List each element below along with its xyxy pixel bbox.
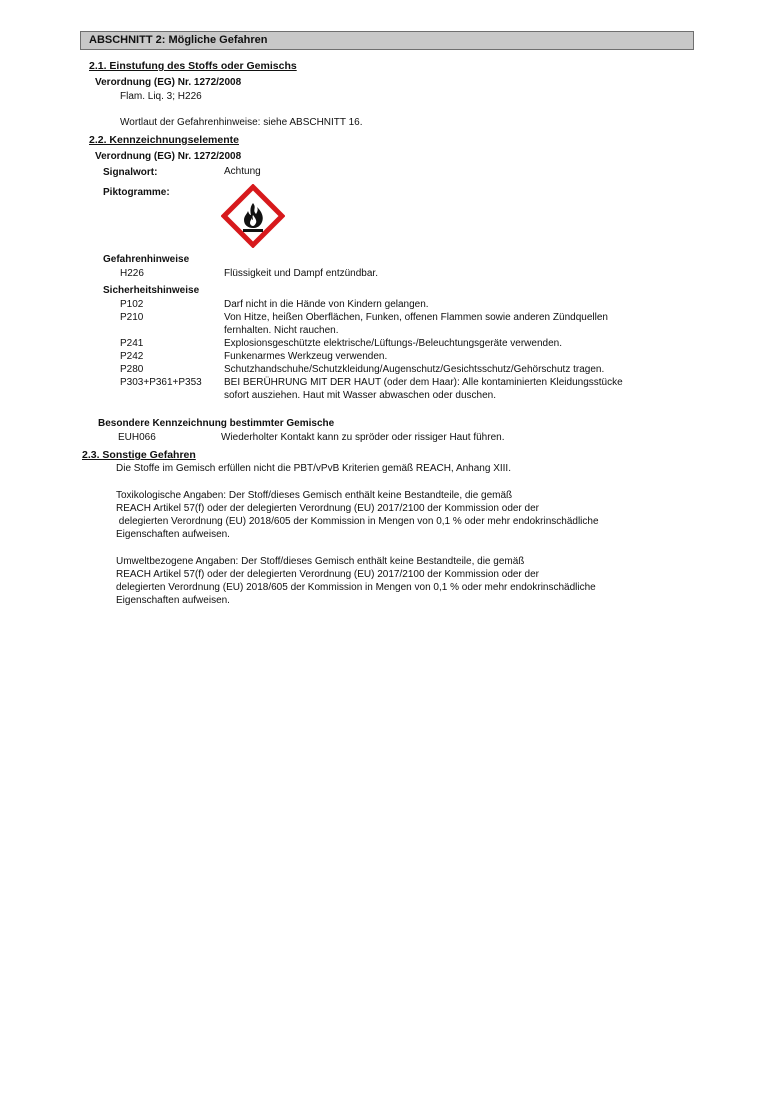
- env-line-1: Umweltbezogene Angaben: Der Stoff/dieses Gemisch enthält keine Bestandteile, die gemäß: [116, 556, 525, 567]
- tox-line-1: Toxikologische Angaben: Der Stoff/dieses Gemisch enthält keine Bestandteile, die gemäß: [116, 490, 513, 501]
- section-title: ABSCHNITT 2: Mögliche Gefahren: [80, 31, 694, 50]
- precaution-text-p210-line1: Von Hitze, heißen Oberflächen, Funken, offenen Flammen sowie anderen Zündquellen: [224, 312, 608, 323]
- hazard-text: Flüssigkeit und Dampf entzündbar.: [224, 268, 378, 279]
- precaution-code-p241: P241: [120, 338, 144, 349]
- special-text: Wiederholter Kontakt kann zu spröder oder rissiger Haut führen.: [221, 432, 505, 443]
- signal-word-value: Achtung: [224, 166, 261, 177]
- wording-note: Wortlaut der Gefahrenhinweise: siehe ABSCHNITT 16.: [120, 117, 363, 128]
- precaution-text-p303-line1: BEI BERÜHRUNG MIT DER HAUT (oder dem Haar): Alle kontaminierten Kleidungsstücke: [224, 377, 623, 388]
- precaution-text-p102: Darf nicht in die Hände von Kindern gelangen.: [224, 299, 429, 310]
- precaution-text-p280: Schutzhandschuhe/Schutzkleidung/Augenschutz/Gesichtsschutz/Gehörschutz tragen.: [224, 364, 605, 375]
- precaution-text-p241: Explosionsgeschützte elektrische/Lüftungs-/Beleuchtungsgeräte verwenden.: [224, 338, 562, 349]
- precaution-code-p242: P242: [120, 351, 144, 362]
- precaution-code-p102: P102: [120, 299, 144, 310]
- flame-ghs02-icon: [221, 184, 285, 248]
- precaution-text-p303-line2: sofort ausziehen. Haut mit Wasser abwaschen oder duschen.: [224, 390, 496, 401]
- env-line-3: delegierten Verordnung (EU) 2018/605 der Kommission in Mengen von 0,1 % oder mehr endokrinschädliche: [116, 582, 596, 593]
- tox-line-4: Eigenschaften aufweisen.: [116, 529, 230, 540]
- precaution-code-p210: P210: [120, 312, 144, 323]
- pbt-statement: Die Stoffe im Gemisch erfüllen nicht die PBT/vPvB Kriterien gemäß REACH, Anhang XIII.: [116, 463, 511, 474]
- heading-2-3: 2.3. Sonstige Gefahren: [82, 449, 196, 461]
- pictograms-label: Piktogramme:: [103, 187, 170, 198]
- hazard-statements-heading: Gefahrenhinweise: [103, 254, 190, 265]
- precaution-text-p242: Funkenarmes Werkzeug verwenden.: [224, 351, 388, 362]
- regulation-2-2: Verordnung (EG) Nr. 1272/2008: [95, 151, 242, 162]
- special-code: EUH066: [118, 432, 156, 443]
- classification: Flam. Liq. 3; H226: [120, 91, 202, 102]
- precaution-code-p280: P280: [120, 364, 144, 375]
- regulation-2-1: Verordnung (EG) Nr. 1272/2008: [95, 77, 242, 88]
- heading-2-1: 2.1. Einstufung des Stoffs oder Gemischs: [89, 60, 297, 72]
- env-line-2: REACH Artikel 57(f) oder der delegierten Verordnung (EU) 2017/2100 der Kommission oder der: [116, 569, 539, 580]
- precautionary-heading: Sicherheitshinweise: [103, 285, 200, 296]
- special-labelling-heading: Besondere Kennzeichnung bestimmter Gemische: [98, 418, 335, 429]
- env-line-4: Eigenschaften aufweisen.: [116, 595, 230, 606]
- tox-line-2: REACH Artikel 57(f) oder der delegierten Verordnung (EU) 2017/2100 der Kommission oder der: [116, 503, 539, 514]
- hazard-code: H226: [120, 268, 144, 279]
- tox-line-3: delegierten Verordnung (EU) 2018/605 der Kommission in Mengen von 0,1 % oder mehr endokrinschädliche: [116, 516, 599, 527]
- signal-word-label: Signalwort:: [103, 167, 158, 178]
- precaution-text-p210-line2: fernhalten. Nicht rauchen.: [224, 325, 339, 336]
- precaution-code-p303: P303+P361+P353: [120, 377, 202, 388]
- heading-2-2: 2.2. Kennzeichnungselemente: [89, 134, 239, 146]
